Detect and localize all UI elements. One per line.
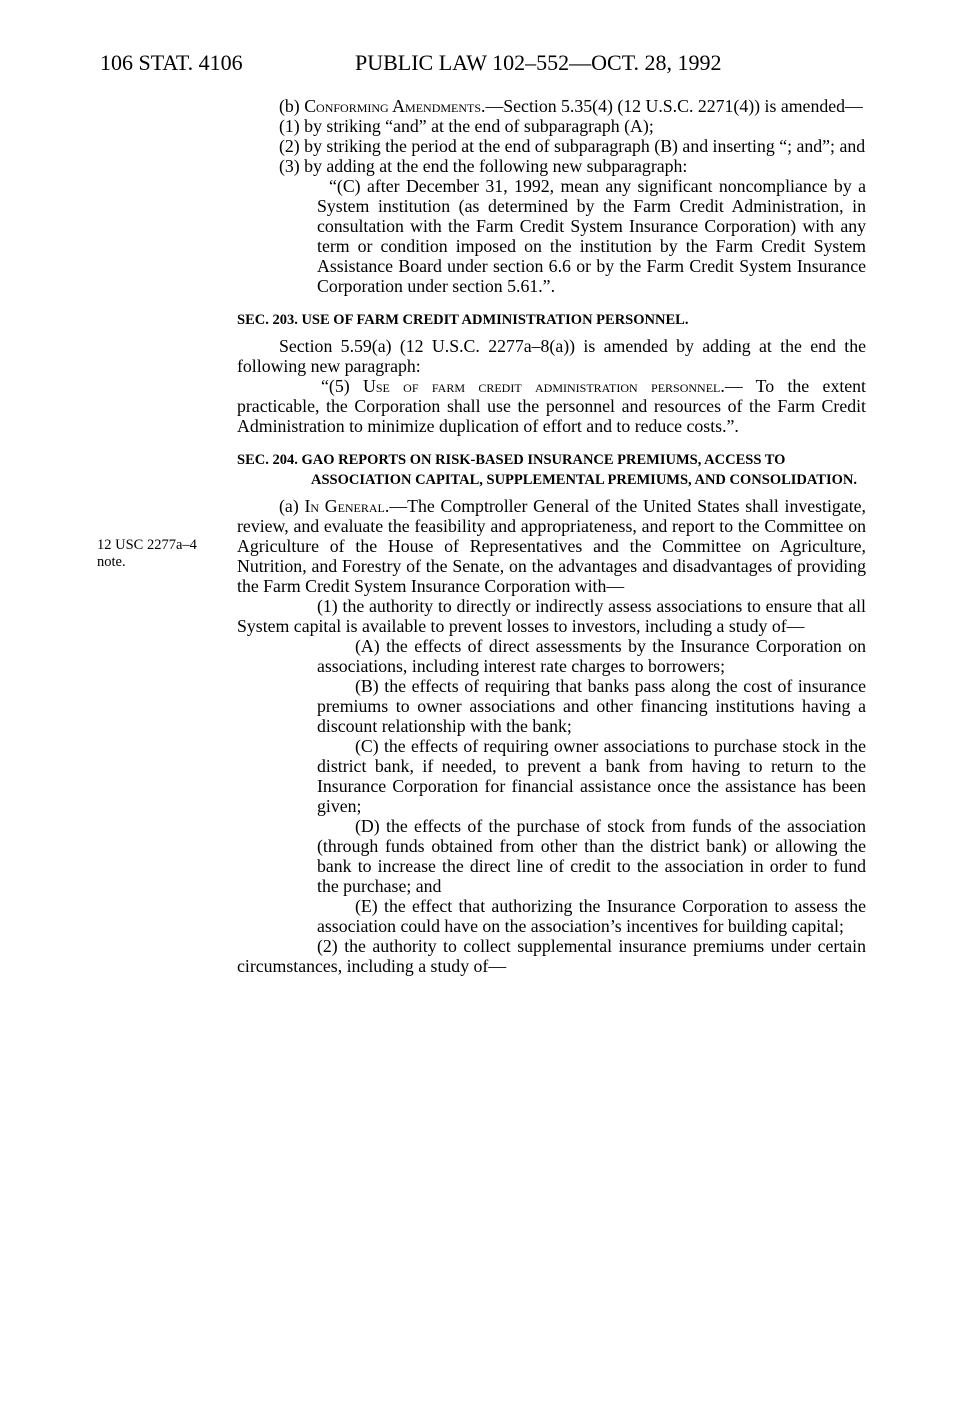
section-203-text: Section 5.59(a) (12 U.S.C. 2277a–8(a)) is amended by adding at the end the following new paragraph: [237, 336, 866, 376]
quoted-paragraph-5: “(5) Use of farm credit administration personnel.— To the extent practicable, the Corporation shall use the personnel and resources of the Farm Credit Administration to minimize duplication of effort and to reduce costs.”. [237, 376, 866, 436]
subparagraph-b: (B) the effects of requiring that banks pass along the cost of insurance premiums to owner associations and other financing institutions having a discount relationship with the bank; [317, 676, 866, 736]
paragraph-2-premiums: (2) the authority to collect supplemental insurance premiums under certain circumstances, including a study of— [237, 936, 866, 976]
subparagraph-a: (A) the effects of direct assessments by the Insurance Corporation on associations, including interest rate charges to borrowers; [317, 636, 866, 676]
running-header: PUBLIC LAW 102–552—OCT. 28, 1992 [355, 50, 722, 75]
paragraph-1: (1) by striking “and” at the end of subparagraph (A); [279, 116, 654, 136]
subparagraph-d: (D) the effects of the purchase of stock from funds of the association (through funds obtained from other than the district bank) or allowing the bank to increase the direct line of credit to the association in order to fund the purchase; and [317, 816, 866, 896]
subparagraph-e: (E) the effect that authorizing the Insurance Corporation to assess the association could have on the association’s incentives for building capital; [317, 896, 866, 936]
section-204-heading: SEC. 204. GAO REPORTS ON RISK-BASED INSURANCE PREMIUMS, ACCESS TO ASSOCIATION CAPITAL, SUPPLEMENTAL PREMIUMS, AND CONSOLIDATION. [237, 452, 857, 488]
paragraph-1-assess: (1) the authority to directly or indirectly assess associations to ensure that all System capital is available to prevent losses to investors, including a study of— [237, 596, 866, 636]
margin-note-label: note. [97, 554, 126, 570]
statute-text [237, 96, 866, 976]
paragraph-2: (2) by striking the period at the end of subparagraph (B) and inserting “; and”; and [279, 136, 866, 156]
subsection-b: (b) Conforming Amendments.—Section 5.35(4) (12 U.S.C. 2271(4)) is amended— [279, 96, 863, 116]
quoted-subparagraph-c: “(C) after December 31, 1992, mean any significant noncompliance by a System institution (as determined by the Farm Credit Administration, in consultation with the Farm Credit System Insurance Corporation) with any term or condition imposed on the institution by the Farm Credit System Assistance Board under section 6.6 or by the Farm Credit System Insurance Corporation under section 5.61.”. [317, 176, 866, 296]
paragraph-3: (3) by adding at the end the following new subparagraph: [279, 156, 688, 176]
subsection-a-heading: In General. [304, 496, 390, 516]
subsection-b-heading: Conforming Amendments. [304, 96, 486, 116]
subsection-a: (a) In General.—The Comptroller General of the United States shall investigate, review, and evaluate the feasibility and appropriateness, and report to the Committee on Agriculture of the House of Representatives and the Committee on Agriculture, Nutrition, and Forestry of the Senate, on the advantages and disadvantages of providing the Farm Credit System Insurance Corporation with— [237, 496, 866, 596]
margin-note-citation: 12 USC 2277a–4 [97, 537, 197, 553]
subparagraph-c: (C) the effects of requiring owner associations to purchase stock in the district bank, if needed, to prevent a bank from having to return to the Insurance Corporation for financial assistance once the assistance has been given; [317, 736, 866, 816]
margin-note [97, 537, 227, 571]
page-stat-citation: 106 STAT. 4106 [100, 50, 243, 75]
quoted-paragraph-5-heading: Use of farm credit administration personnel. [362, 376, 725, 396]
section-203-heading: SEC. 203. USE OF FARM CREDIT ADMINISTRATION PERSONNEL. [237, 312, 689, 328]
